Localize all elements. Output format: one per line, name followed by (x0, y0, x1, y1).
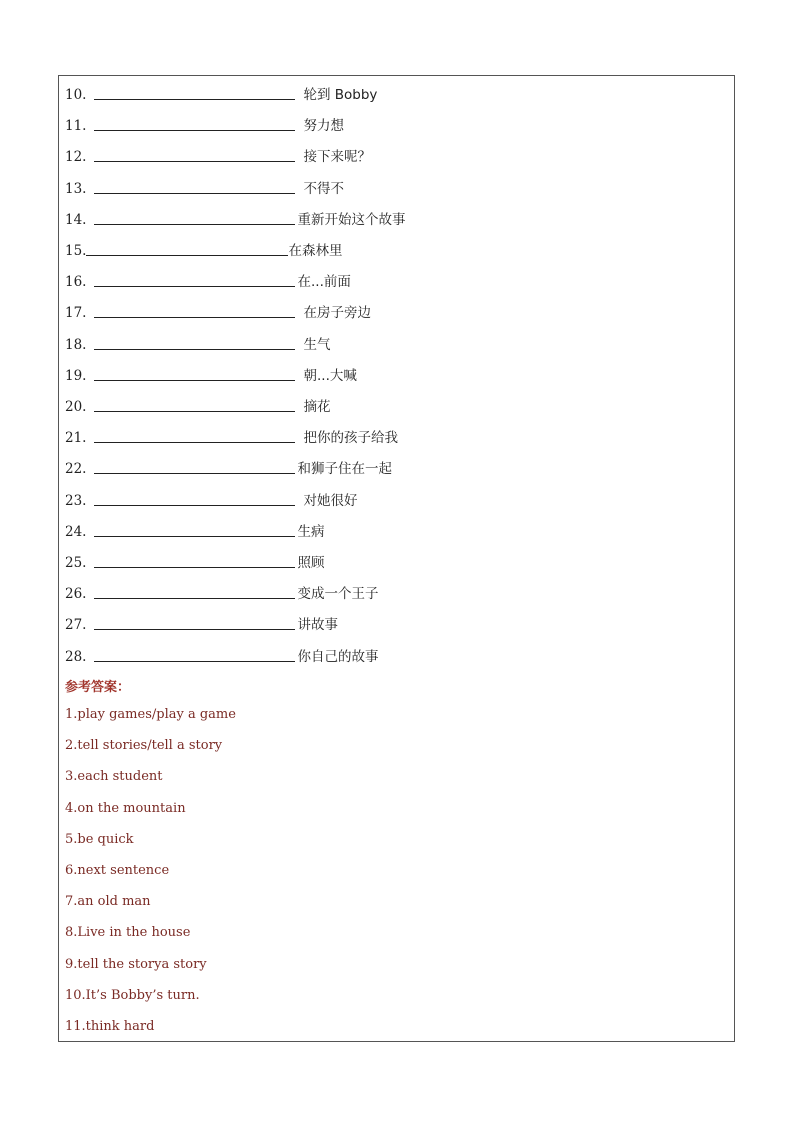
chinese-prompt: 讲故事 (297, 617, 338, 634)
answer-blank (94, 428, 295, 443)
question-row (65, 613, 338, 633)
question-number: 17. (65, 305, 87, 322)
question-number: 23. (65, 492, 87, 509)
question-number: 20. (65, 399, 87, 415)
chinese-prompt: 在森林里 (288, 243, 343, 259)
answer-blank (94, 147, 295, 162)
question-row (65, 551, 324, 571)
question-number: 14. (65, 211, 87, 228)
answers-heading: 参考答案： (65, 680, 131, 695)
answer-blank (94, 179, 295, 194)
chinese-prompt: 和狮子住在一起 (297, 461, 392, 478)
question-row (65, 395, 330, 415)
answer-item: 11.think hard (65, 1019, 155, 1034)
question-row (65, 83, 377, 103)
question-number: 15. (65, 243, 87, 259)
question-number: 19. (65, 367, 87, 384)
answer-blank (94, 85, 295, 100)
question-row (65, 333, 330, 353)
question-number: 28. (65, 648, 87, 665)
question-number: 27. (65, 617, 87, 634)
question-row (65, 145, 371, 165)
question-number: 12. (65, 149, 87, 166)
chinese-prompt: 在...前面 (297, 274, 351, 291)
answer-blank (94, 647, 295, 662)
chinese-prompt: 朝...大喊 (303, 367, 357, 384)
question-number: 10. (65, 87, 87, 103)
answer-item: 6.next sentence (65, 863, 170, 878)
question-row (65, 270, 351, 290)
chinese-prompt: 生气 (303, 336, 331, 353)
chinese-prompt: 生病 (297, 523, 325, 540)
question-row (65, 301, 371, 321)
question-row (65, 114, 344, 134)
answer-item: 1.play games/play a game (65, 707, 236, 722)
chinese-prompt: 摘花 (303, 399, 331, 415)
question-number: 16. (65, 274, 87, 291)
answer-item: 2.tell stories/tell a story (65, 738, 223, 754)
answer-blank (94, 272, 295, 287)
answer-blank (94, 584, 295, 599)
question-row (65, 364, 357, 384)
answer-blank (94, 491, 295, 506)
answer-blank (86, 241, 288, 256)
answer-blank (94, 553, 295, 568)
question-number: 18. (65, 336, 87, 353)
question-number: 22. (65, 461, 87, 478)
answer-item: 8.Live in the house (65, 925, 191, 941)
chinese-prompt: 轮到 Bobby (303, 87, 378, 103)
chinese-prompt: 把你的孩子给我 (303, 430, 398, 447)
chinese-prompt: 接下来呢？ (303, 149, 371, 166)
question-number: 13. (65, 180, 87, 197)
answer-blank (94, 335, 295, 350)
chinese-prompt: 你自己的故事 (297, 648, 379, 665)
chinese-prompt: 在房子旁边 (303, 305, 371, 322)
chinese-prompt: 照顾 (297, 555, 325, 571)
chinese-prompt: 努力想 (303, 118, 344, 135)
answer-blank (94, 522, 295, 537)
chinese-prompt: 变成一个王子 (297, 586, 379, 603)
chinese-prompt: 重新开始这个故事 (297, 211, 406, 228)
question-number: 25. (65, 555, 87, 571)
answer-blank (94, 303, 295, 318)
question-row (65, 426, 398, 446)
answer-item: 5.be quick (65, 831, 134, 847)
question-row (65, 457, 392, 477)
question-row (65, 520, 324, 540)
answer-item: 3.each student (65, 769, 163, 785)
question-number: 21. (65, 430, 87, 447)
question-number: 11. (65, 118, 87, 135)
chinese-prompt: 对她很好 (303, 492, 358, 509)
question-row (65, 239, 342, 259)
answer-item: 9.tell the storya story (65, 956, 207, 972)
answer-blank (94, 397, 295, 412)
answer-item: 10.It’s Bobby’s turn. (65, 987, 200, 1003)
question-row (65, 489, 357, 509)
question-row (65, 645, 378, 665)
answer-item: 7.an old man (65, 894, 151, 910)
chinese-prompt: 不得不 (303, 180, 344, 197)
question-row (65, 582, 378, 602)
answer-blank (94, 459, 295, 474)
question-number: 26. (65, 586, 87, 603)
answer-blank (94, 116, 295, 131)
answer-item: 4.on the mountain (65, 800, 186, 816)
question-row (65, 177, 344, 197)
answer-blank (94, 210, 295, 225)
answer-blank (94, 366, 295, 381)
question-number: 24. (65, 523, 87, 540)
question-row (65, 208, 405, 228)
answer-blank (94, 615, 295, 630)
